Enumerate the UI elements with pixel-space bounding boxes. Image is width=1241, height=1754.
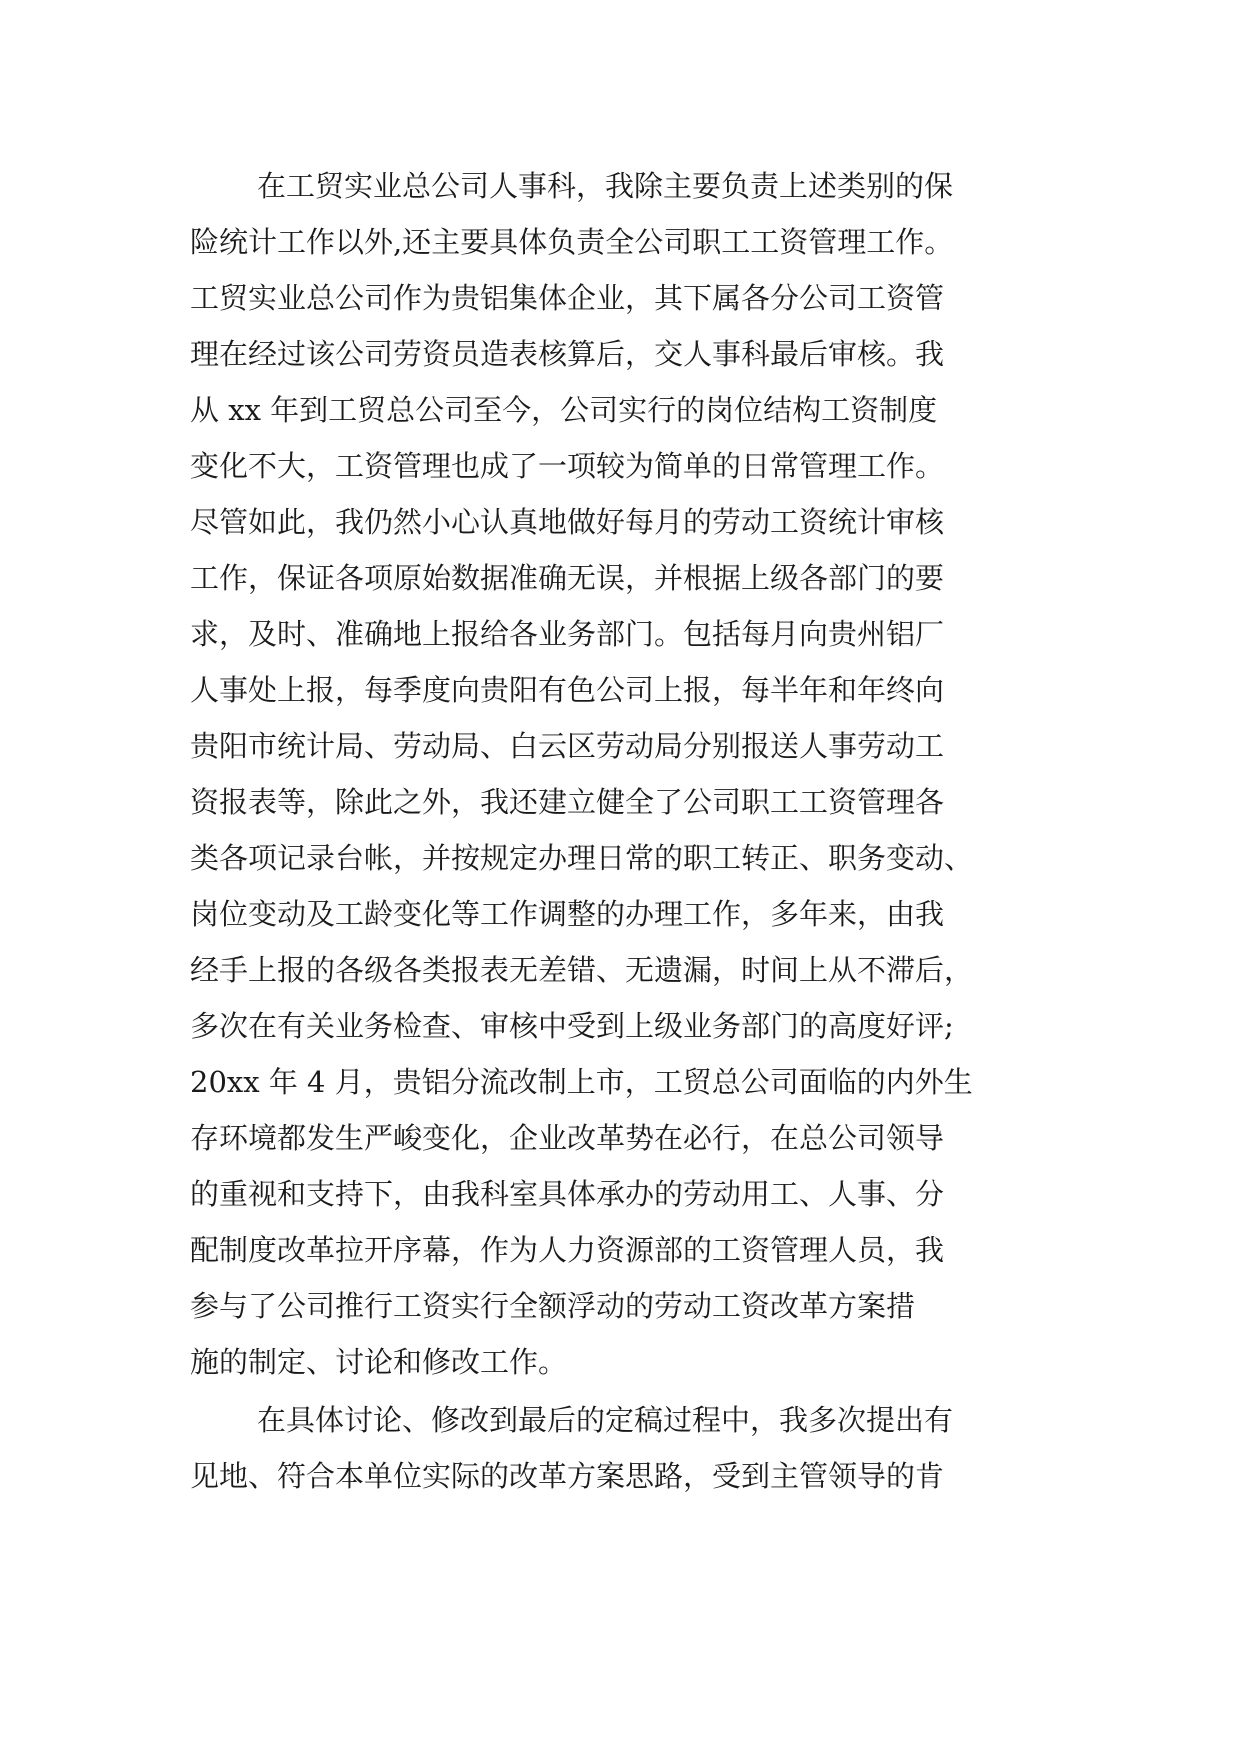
paragraph-1-line-8: 工作，保证各项原始数据准确无误，并根据上级各部门的要 [190,561,945,595]
paragraph-1-line-11: 贵阳市统计局、劳动局、白云区劳动局分别报送人事劳动工 [190,729,945,763]
paragraph-1-line-2: 险统计工作以外,还主要具体负责全公司职工工资管理工作。 [190,225,954,259]
paragraph-2-line-1: 在具体讨论、修改到最后的定稿过程中，我多次提出有 [257,1403,954,1437]
paragraph-1-line-7: 尽管如此，我仍然小心认真地做好每月的劳动工资统计审核 [190,505,945,539]
paragraph-1-line-3: 工贸实业总公司作为贵铝集体企业，其下属各分公司工资管 [190,281,945,315]
paragraph-1-line-1: 在工贸实业总公司人事科，我除主要负责上述类别的保 [257,169,954,203]
paragraph-1-line-13: 类各项记录台帐，并按规定办理日常的职工转正、职务变动、 [190,841,974,875]
paragraph-1-line-12: 资报表等，除此之外，我还建立健全了公司职工工资管理各 [190,785,945,819]
paragraph-1-line-10: 人事处上报，每季度向贵阳有色公司上报，每半年和年终向 [190,673,945,707]
paragraph-1-line-16: 多次在有关业务检查、审核中受到上级业务部门的高度好评; [190,1009,954,1043]
paragraph-1-line-15: 经手上报的各级各类报表无差错、无遗漏，时间上从不滞后， [190,953,974,987]
paragraph-1-line-21: 参与了公司推行工资实行全额浮动的劳动工资改革方案措 [190,1289,916,1323]
paragraph-1-line-9: 求，及时、准确地上报给各业务部门。包括每月向贵州铝厂 [190,617,945,651]
paragraph-1-line-17: 20xx 年 4 月，贵铝分流改制上市，工贸总公司面临的内外生 [190,1065,973,1099]
paragraph-1-line-14: 岗位变动及工龄变化等工作调整的办理工作，多年来，由我 [190,897,945,931]
paragraph-1-line-18: 存环境都发生严峻变化，企业改革势在必行，在总公司领导 [190,1121,945,1155]
paragraph-2-line-2: 见地、符合本单位实际的改革方案思路，受到主管领导的肯 [190,1459,945,1493]
paragraph-1-line-4: 理在经过该公司劳资员造表核算后，交人事科最后审核。我 [190,337,945,371]
paragraph-1-line-22: 施的制定、讨论和修改工作。 [190,1345,568,1379]
paragraph-1-line-20: 配制度改革拉开序幕，作为人力资源部的工资管理人员，我 [190,1233,945,1267]
paragraph-1-line-5: 从 xx 年到工贸总公司至今，公司实行的岗位结构工资制度 [190,393,938,427]
paragraph-1-line-19: 的重视和支持下，由我科室具体承办的劳动用工、人事、分 [190,1177,945,1211]
paragraph-1-line-6: 变化不大，工资管理也成了一项较为简单的日常管理工作。 [190,449,945,483]
document-body [190,158,1070,1504]
